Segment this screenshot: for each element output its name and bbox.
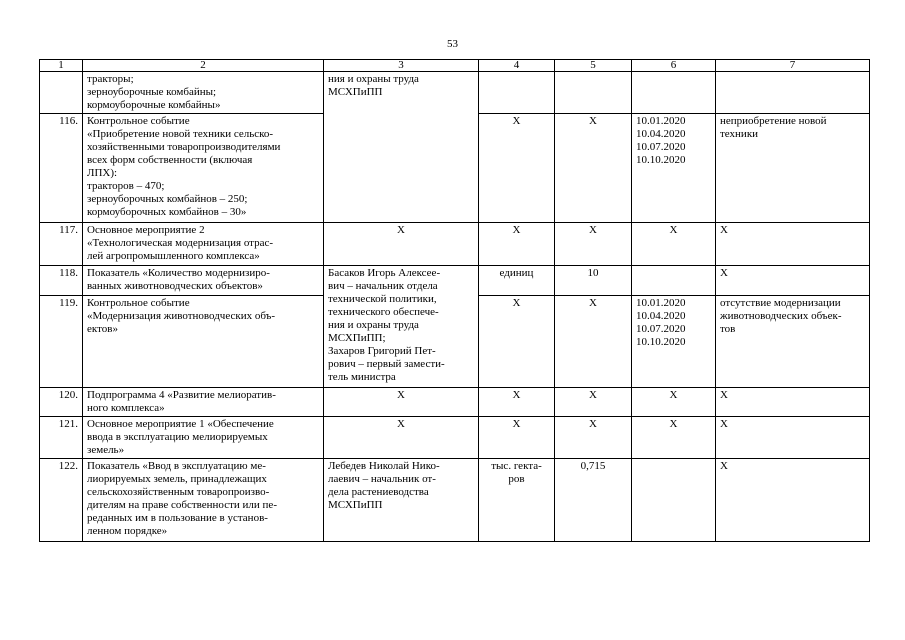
- row-value: 0,715: [555, 459, 632, 542]
- plan-table: [39, 59, 870, 542]
- page-number: 53: [447, 38, 458, 50]
- row-dates: 10.01.2020 10.04.2020 10.07.2020 10.10.2020: [632, 114, 716, 223]
- row-unit: X: [479, 388, 555, 417]
- row-dates: X: [632, 417, 716, 459]
- row-number: 116.: [40, 114, 83, 223]
- row-risk: X: [716, 223, 870, 266]
- row-number: 118.: [40, 266, 83, 296]
- row-dates: [632, 266, 716, 296]
- row-responsible: Басаков Игорь Алексее- вич – начальник отдела технической политики, технического обеспече- ния и охраны труда МСХПиПП; Захаров Григорий Пет- рович – первый замести- тель министра: [324, 266, 479, 388]
- row-value: 10: [555, 266, 632, 296]
- header-cell: 3: [324, 60, 479, 72]
- row-value: X: [555, 296, 632, 388]
- row-risk: неприобретение новой техники: [716, 114, 870, 223]
- table-row: [40, 223, 870, 266]
- row-name: Контрольное событие «Приобретение новой техники сельско- хозяйственными товаропроизводителями всех форм собственности (включая ЛПХ): тракторов – 470; зерноуборочных комбайнов – 250; кормоуборочных комбайнов – 30»: [83, 114, 324, 223]
- row-responsible: Лебедев Николай Нико- лаевич – начальник от- дела растениеводства МСХПиПП: [324, 459, 479, 542]
- row-value: X: [555, 114, 632, 223]
- table-row: [40, 266, 870, 296]
- row-responsible: X: [324, 417, 479, 459]
- row-number: 120.: [40, 388, 83, 417]
- row-number: 117.: [40, 223, 83, 266]
- header-cell: 5: [555, 60, 632, 72]
- table-row: [40, 459, 870, 542]
- row-number: [40, 72, 83, 114]
- row-risk: X: [716, 266, 870, 296]
- row-value: X: [555, 223, 632, 266]
- row-risk: X: [716, 459, 870, 542]
- header-cell: 4: [479, 60, 555, 72]
- header-cell: 1: [40, 60, 83, 72]
- row-risk: [716, 72, 870, 114]
- row-name: Основное мероприятие 2 «Технологическая модернизация отрас- лей агропромышленного комплекса»: [83, 223, 324, 266]
- row-value: [555, 72, 632, 114]
- row-dates: [632, 459, 716, 542]
- header-cell: 6: [632, 60, 716, 72]
- header-row: [40, 60, 870, 72]
- row-unit: единиц: [479, 266, 555, 296]
- row-number: 122.: [40, 459, 83, 542]
- row-number: 119.: [40, 296, 83, 388]
- header-cell: 7: [716, 60, 870, 72]
- row-risk: отсутствие модернизации животноводческих объек- тов: [716, 296, 870, 388]
- row-name: Показатель «Ввод в эксплуатацию ме- лиорируемых земель, принадлежащих сельскохозяйственным товаропроизво- дителям на праве собственности или пе- реданных им в пользование в установ- ленном порядке»: [83, 459, 324, 542]
- row-dates: X: [632, 223, 716, 266]
- row-responsible: X: [324, 223, 479, 266]
- row-value: X: [555, 417, 632, 459]
- row-name: Контрольное событие «Модернизация животноводческих объ- ектов»: [83, 296, 324, 388]
- row-unit: X: [479, 223, 555, 266]
- row-unit: X: [479, 114, 555, 223]
- table-row: [40, 72, 870, 114]
- row-dates: 10.01.2020 10.04.2020 10.07.2020 10.10.2020: [632, 296, 716, 388]
- row-risk: X: [716, 388, 870, 417]
- row-unit: X: [479, 417, 555, 459]
- row-value: X: [555, 388, 632, 417]
- row-dates: X: [632, 388, 716, 417]
- row-number: 121.: [40, 417, 83, 459]
- row-unit: X: [479, 296, 555, 388]
- table-row: [40, 417, 870, 459]
- row-unit: [479, 72, 555, 114]
- row-name: Подпрограмма 4 «Развитие мелиоратив- ного комплекса»: [83, 388, 324, 417]
- table-row: [40, 388, 870, 417]
- row-responsible: X: [324, 388, 479, 417]
- row-name: Показатель «Количество модернизиро- ванных животноводческих объектов»: [83, 266, 324, 296]
- row-name: Основное мероприятие 1 «Обеспечение ввода в эксплуатацию мелиорируемых земель»: [83, 417, 324, 459]
- row-responsible: ния и охраны труда МСХПиПП: [324, 72, 479, 223]
- row-unit: тыс. гекта- ров: [479, 459, 555, 542]
- row-dates: [632, 72, 716, 114]
- header-cell: 2: [83, 60, 324, 72]
- row-name: тракторы; зерноуборочные комбайны; кормоуборочные комбайны»: [83, 72, 324, 114]
- row-risk: X: [716, 417, 870, 459]
